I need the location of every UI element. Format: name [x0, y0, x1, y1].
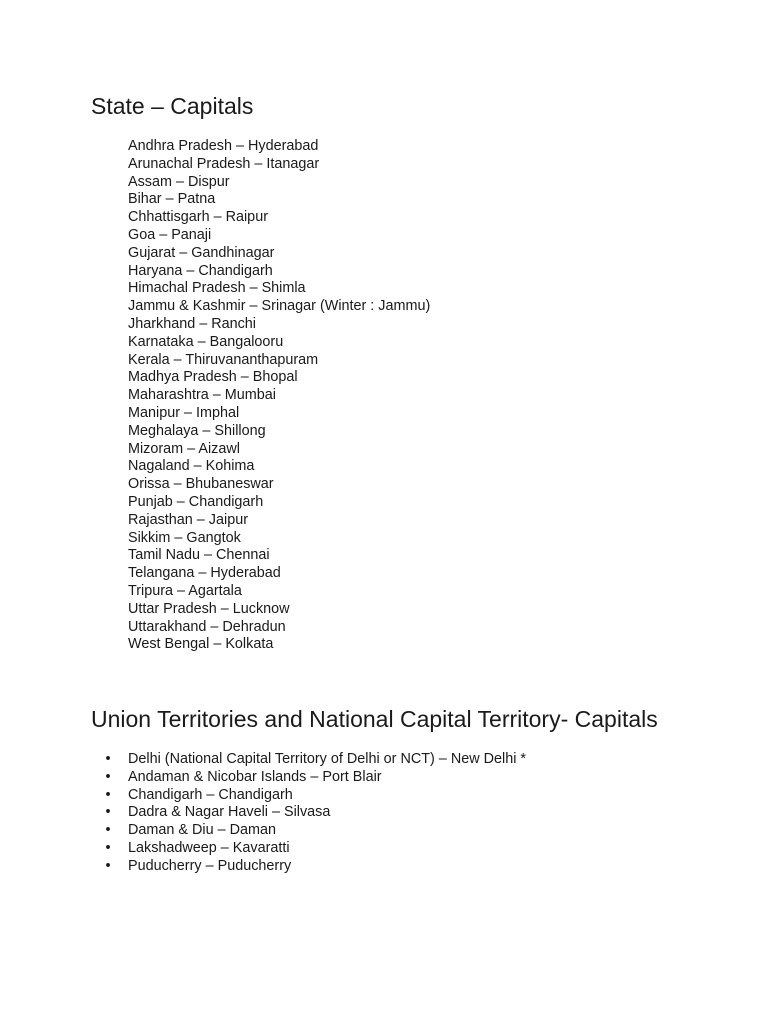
item-text: Karnataka – Bangalooru [128, 333, 284, 350]
item-text: Uttar Pradesh – Lucknow [128, 600, 290, 617]
item-text: Orissa – Bhubaneswar [128, 476, 274, 493]
bullet-icon: • [105, 839, 111, 856]
item-text: Andhra Pradesh – Hyderabad [128, 138, 319, 154]
item-text: Maharashtra – Mumbai [128, 387, 276, 404]
item-text: Puducherry – Puducherry [128, 857, 292, 874]
item-text: Goa – Panaji [128, 226, 212, 243]
item-text: Jharkhand – Ranchi [128, 315, 256, 332]
item-text: Gujarat – Gandhinagar [128, 244, 275, 261]
item-text: Chhattisgarh – Raipur [128, 209, 268, 226]
bullet-icon: • [105, 822, 111, 839]
item-text: Tamil Nadu – Chennai [128, 547, 270, 564]
item-text: Tripura – Agartala [128, 582, 242, 599]
item-text: Manipur – Imphal [128, 404, 240, 421]
item-text: Andaman & Nicobar Islands – Port Blair [128, 768, 382, 785]
item-text: Jammu & Kashmir – Srinagar (Winter : Jammu) [128, 298, 431, 315]
item-text: Chandigarh – Chandigarh [128, 786, 293, 803]
item-text: Nagaland – Kohima [128, 458, 255, 475]
bullet-icon: • [105, 751, 111, 767]
union-territories-heading: Union Territories and National Capital Territory- Capitals [91, 706, 658, 732]
item-text: Daman & Diu – Daman [128, 822, 276, 839]
item-text: Haryana – Chandigarh [128, 262, 273, 279]
item-text: Mizoram – Aizawl [128, 440, 240, 457]
bullet-icon: • [105, 786, 111, 803]
item-text: Lakshadweep – Kavaratti [128, 839, 290, 856]
item-text: West Bengal – Kolkata [128, 636, 274, 653]
item-text: Telangana – Hyderabad [128, 565, 281, 582]
item-text: Punjab – Chandigarh [128, 493, 264, 510]
item-text: Madhya Pradesh – Bhopal [128, 369, 298, 386]
states-heading: State – Capitals [91, 93, 254, 119]
item-text: Bihar – Patna [128, 191, 216, 208]
item-text: Meghalaya – Shillong [128, 422, 266, 439]
bullet-icon: • [105, 768, 111, 785]
bullet-icon: • [105, 857, 111, 874]
item-text: Assam – Dispur [128, 173, 230, 190]
item-text: Delhi (National Capital Territory of Delhi or NCT) – New Delhi * [128, 751, 527, 767]
item-text: Uttarakhand – Dehradun [128, 618, 286, 635]
item-text: Sikkim – Gangtok [128, 529, 241, 546]
item-text: Dadra & Nagar Haveli – Silvasa [128, 804, 331, 821]
item-text: Rajasthan – Jaipur [128, 511, 248, 528]
item-text: Kerala – Thiruvananthapuram [128, 351, 319, 368]
item-text: Himachal Pradesh – Shimla [128, 280, 306, 297]
item-text: Arunachal Pradesh – Itanagar [128, 155, 320, 172]
bullet-icon: • [105, 804, 111, 821]
